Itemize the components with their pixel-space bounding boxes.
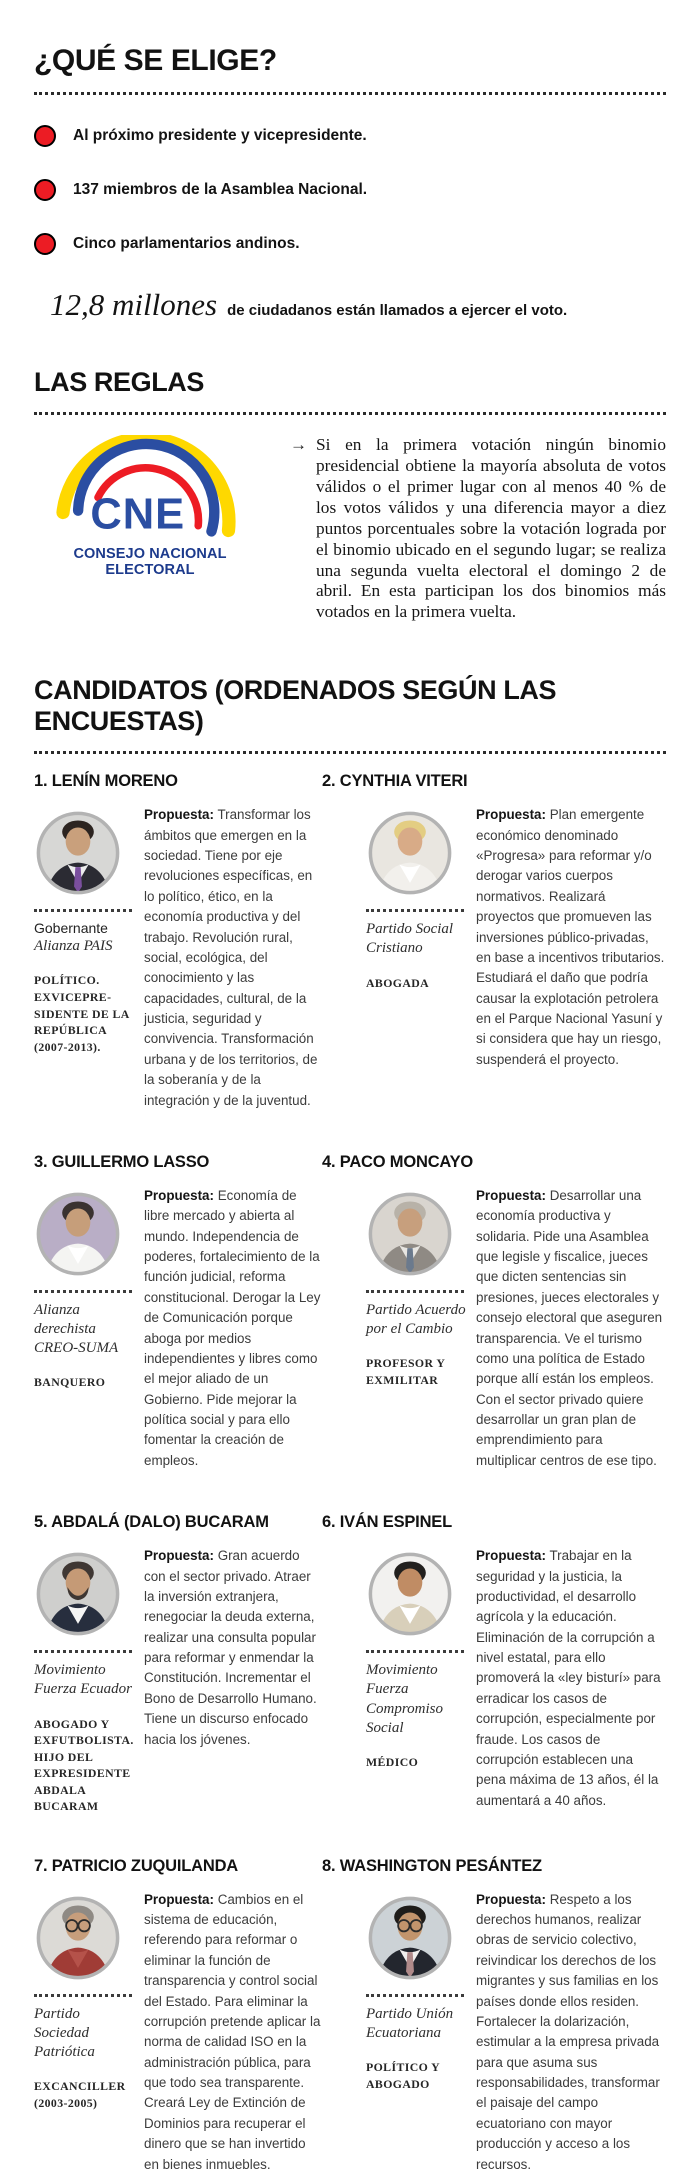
- candidate-rank: 3.: [34, 1152, 48, 1171]
- propuesta-label: Propuesta:: [476, 1548, 546, 1564]
- candidate-rank: 1.: [34, 772, 48, 791]
- propuesta-body: Trabajar en la seguridad y la justicia, la productividad, el desarrollo agrícola y la educación. Eliminación de la corrupción a nivel estatal, para ello promoverá la «ley bisturí» para erradicar los casos de corrupción, especialmente por fraude. Los casos de corrupción establecen una pena máxima de 13 años, él la aumentará a 40 años.: [476, 1548, 661, 1808]
- cne-caption: CONSEJO NACIONAL ELECTORAL: [73, 546, 227, 578]
- candidate-role: POLÍTICO. EXVICEPRESIDENTE DE LA REPÚBLICA (2007-2013).: [34, 973, 130, 1054]
- dotted-divider: [34, 412, 666, 415]
- candidate-role: MÉDICO: [366, 1754, 419, 1769]
- propuesta-body: Desarrollar una economía productiva y solidaria. Pide una Asamblea que legisle y fiscalice, jueces que dicten sentencias sin presiones, jueces electorales y consejo electoral que aseguren transparencia. Ve el turismo como una política de Estado porque allí están los empleos. Con el sector privado quiere desarrollar un gran plan de emprendimiento para multiplicar centros de ese tipo.: [476, 1187, 663, 1468]
- bullet-label: Al próximo presidente y vicepresidente.: [73, 127, 367, 144]
- candidate-heading: [322, 1513, 666, 1532]
- cne-logo: [34, 435, 266, 623]
- candidate-role: BANQUERO: [34, 1375, 106, 1390]
- candidate-photo: [34, 1894, 122, 1982]
- candidate-rank: 5.: [34, 1513, 48, 1532]
- candidate-name: PACO MONCAYO: [339, 1152, 474, 1171]
- propuesta-label: Propuesta:: [476, 1187, 546, 1203]
- candidates-grid: [34, 772, 666, 2175]
- candidate-name: LENÍN MORENO: [51, 772, 178, 791]
- list-item: [34, 233, 666, 255]
- section-las-reglas: [34, 367, 666, 623]
- red-dot-icon: [34, 179, 56, 201]
- page-title: ¿QUÉ SE ELIGE?: [34, 44, 277, 77]
- candidate-heading: [34, 1513, 322, 1532]
- candidate-photo: [366, 1894, 454, 1982]
- propuesta-label: Propuesta:: [144, 807, 214, 823]
- party-name: Partido Sociedad Patriótica: [34, 2005, 95, 2061]
- photo-separator: [34, 1994, 132, 1997]
- red-dot-icon: [34, 125, 56, 147]
- party-name: Partido Social Cristiano: [366, 921, 454, 957]
- propuesta-body: Cambios en el sistema de educación, referendo para reformar o eliminar la función de transparencia y control social del Estado. Para eliminar la corrupción pretende aplicar la norma de calidad ISO en la administración pública, para que todo sea transparente. Creará Ley de Extinción de Dominios para recuperar el dinero que se han invertido en bienes inmuebles.: [144, 1891, 321, 2172]
- candidate-rank: 6.: [322, 1513, 336, 1532]
- section-candidatos: [34, 675, 666, 2175]
- candidate-name: ABDALÁ (DALO) BUCARAM: [51, 1513, 269, 1532]
- propuesta-body: Transformar los ámbitos que emergen en la sociedad. Tiene por eje revoluciones específicas, en lo político, ético, en la economía productiva y del trabajo. Revolución rural, social, ecológica, del conocimiento y las capacidades, cultural, de la justicia, seguridad y convivencia. Transformación urbana y de los territorios, de la soberanía y de la integración y de la juventud.: [144, 807, 318, 1108]
- photo-separator: [366, 1290, 464, 1293]
- candidate-photo: [34, 1190, 122, 1278]
- propuesta-label: Propuesta:: [476, 1891, 546, 1907]
- photo-separator: [366, 1994, 464, 1997]
- voters-text: de ciudadanos están llamados a ejercer el voto.: [227, 302, 568, 319]
- candidate-card: [322, 1857, 666, 2175]
- propuesta-text: [144, 1546, 322, 1814]
- candidate-heading: [34, 1857, 322, 1876]
- candidate-card: [322, 772, 666, 1111]
- candidate-name: IVÁN ESPINEL: [339, 1513, 452, 1532]
- candidate-rank: 7.: [34, 1856, 48, 1875]
- list-item: [34, 125, 666, 147]
- candidate-card: [34, 1513, 322, 1814]
- party-name: Alianza derechista CREO-SUMA: [34, 1301, 119, 1357]
- candidates-title: CANDIDATOS (ORDENADOS SEGÚN LAS ENCUESTAS): [34, 675, 557, 737]
- candidate-heading: [322, 1153, 666, 1172]
- propuesta-label: Propuesta:: [144, 1187, 214, 1203]
- propuesta-label: Propuesta:: [144, 1548, 214, 1564]
- propuesta-label: Propuesta:: [144, 1891, 214, 1907]
- rule-paragraph: Si en la primera votación ningún binomio presidencial obtiene la mayoría absoluta de votos válidos o el primer lugar con al menos 40 % de los votos válidos y una diferencia mayor a diez puntos porcentuales sobre la votación lograda por el binomio ubicado en el segundo lugar; se realiza una segunda vuelta electoral el domingo 2 de abril. En esta participan los dos binomios más votados en la primera vuelta.: [316, 435, 666, 622]
- party-name: Movimiento Fuerza Ecuador: [34, 1662, 132, 1698]
- candidate-role: ABOGADO Y EXFUTBOLISTA. HIJO DEL EXPRESIDENTE ABDALA BUCARAM: [34, 1716, 134, 1814]
- propuesta-text: [144, 1186, 322, 1471]
- propuesta-text: [476, 1186, 666, 1471]
- propuesta-body: Respeto a los derechos humanos, realizar obras de servicio colectivo, reivindicar los derechos de los migrantes y sus familias en los países donde ellos residen. Fortalecer la dolarización, estimular a la empresa privada para que asuma sus responsabilidades, transformar el paisaje del campo ecuatoriano con mayor producción y acceso a los recursos.: [476, 1891, 660, 2172]
- arrow-icon: →: [290, 435, 307, 454]
- candidate-card: [34, 1153, 322, 1471]
- list-item: [34, 179, 666, 201]
- cne-acronym: CNE: [90, 490, 186, 539]
- candidate-card: [34, 1857, 322, 2175]
- bullet-list: [34, 125, 666, 255]
- propuesta-text: [476, 1546, 666, 1811]
- photo-separator: [366, 909, 464, 912]
- party-note: Gobernante: [34, 920, 108, 937]
- candidate-heading: [322, 1857, 666, 1876]
- photo-separator: [34, 1290, 132, 1293]
- party-name: Alianza PAIS: [34, 938, 113, 955]
- propuesta-text: [144, 805, 322, 1111]
- voters-line: [50, 287, 666, 323]
- propuesta-text: [476, 805, 666, 1070]
- candidate-role: PROFESOR Y EXMILITAR: [366, 1356, 445, 1387]
- candidate-rank: 4.: [322, 1152, 336, 1171]
- section-que-se-elige: [34, 44, 666, 323]
- candidate-card: [322, 1513, 666, 1814]
- candidate-photo: [366, 809, 454, 897]
- propuesta-body: Economía de libre mercado y abierta al mundo. Independencia de poderes, fortalecimiento de la función judicial, reforma constitucional. Derogar la Ley de Comunicación porque aboga por medios independientes y libres como el mejor aliado de un Gobierno. Pide mejorar la política social y para ello fomentar la creación de empleos.: [144, 1187, 321, 1468]
- candidate-photo: [34, 809, 122, 897]
- candidate-role: EXCANCILLER (2003-2005): [34, 2079, 126, 2110]
- candidate-heading: [34, 1153, 322, 1172]
- propuesta-text: [476, 1890, 666, 2175]
- candidate-name: GUILLERMO LASSO: [51, 1152, 210, 1171]
- candidate-heading: [322, 772, 666, 791]
- candidate-photo: [366, 1190, 454, 1278]
- candidate-name: PATRICIO ZUQUILANDA: [51, 1856, 239, 1875]
- candidate-name: WASHINGTON PESÁNTEZ: [339, 1856, 542, 1875]
- candidate-role: ABOGADA: [366, 975, 430, 990]
- candidate-name: CYNTHIA VITERI: [339, 772, 468, 791]
- dotted-divider: [34, 92, 666, 95]
- candidate-rank: 2.: [322, 772, 336, 791]
- candidate-rank: 8.: [322, 1856, 336, 1875]
- propuesta-text: [144, 1890, 322, 2175]
- dotted-divider: [34, 751, 666, 754]
- photo-separator: [34, 909, 132, 912]
- candidate-photo: [366, 1550, 454, 1638]
- propuesta-body: Plan emergente económico denominado «Progresa» para reformar y/o derogar varios cuerpos normativos. Realizará proyectos que promueven las inversiones público-privadas, en base a incentivos tributarios. Estudiará el daño que podría causar la explotación petrolera en el Parque Nacional Yasuní y si considera que hay un riesgo, suspenderá el proyecto.: [476, 807, 665, 1067]
- party-name: Partido Unión Ecuatoriana: [366, 2005, 454, 2041]
- candidate-card: [34, 772, 322, 1111]
- voters-number: 12,8 millones: [50, 287, 218, 322]
- propuesta-label: Propuesta:: [476, 807, 546, 823]
- bullet-label: 137 miembros de la Asamblea Nacional.: [73, 181, 368, 198]
- photo-separator: [366, 1650, 464, 1653]
- candidate-photo: [34, 1550, 122, 1638]
- red-dot-icon: [34, 233, 56, 255]
- propuesta-body: Gran acuerdo con el sector privado. Atraer la inversión extranjera, renegociar la deuda externa, realizar una consulta popular para reformar y enmendar la Constitución. Incrementar el Bono de Desarrollo Humano. Tiene un discurso enfocado hacia los jóvenes.: [144, 1548, 317, 1747]
- candidate-role: POLÍTICO Y ABOGADO: [366, 2060, 440, 2091]
- party-name: Movimiento Fuerza Compromiso Social: [366, 1662, 443, 1736]
- candidate-heading: [34, 772, 322, 791]
- cne-rainbow-icon: [40, 435, 260, 539]
- party-name: Partido Acuerdo por el Cambio: [366, 1301, 466, 1338]
- rules-title: LAS REGLAS: [34, 367, 205, 397]
- photo-separator: [34, 1650, 132, 1653]
- candidate-card: [322, 1153, 666, 1471]
- bullet-label: Cinco parlamentarios andinos.: [73, 235, 300, 252]
